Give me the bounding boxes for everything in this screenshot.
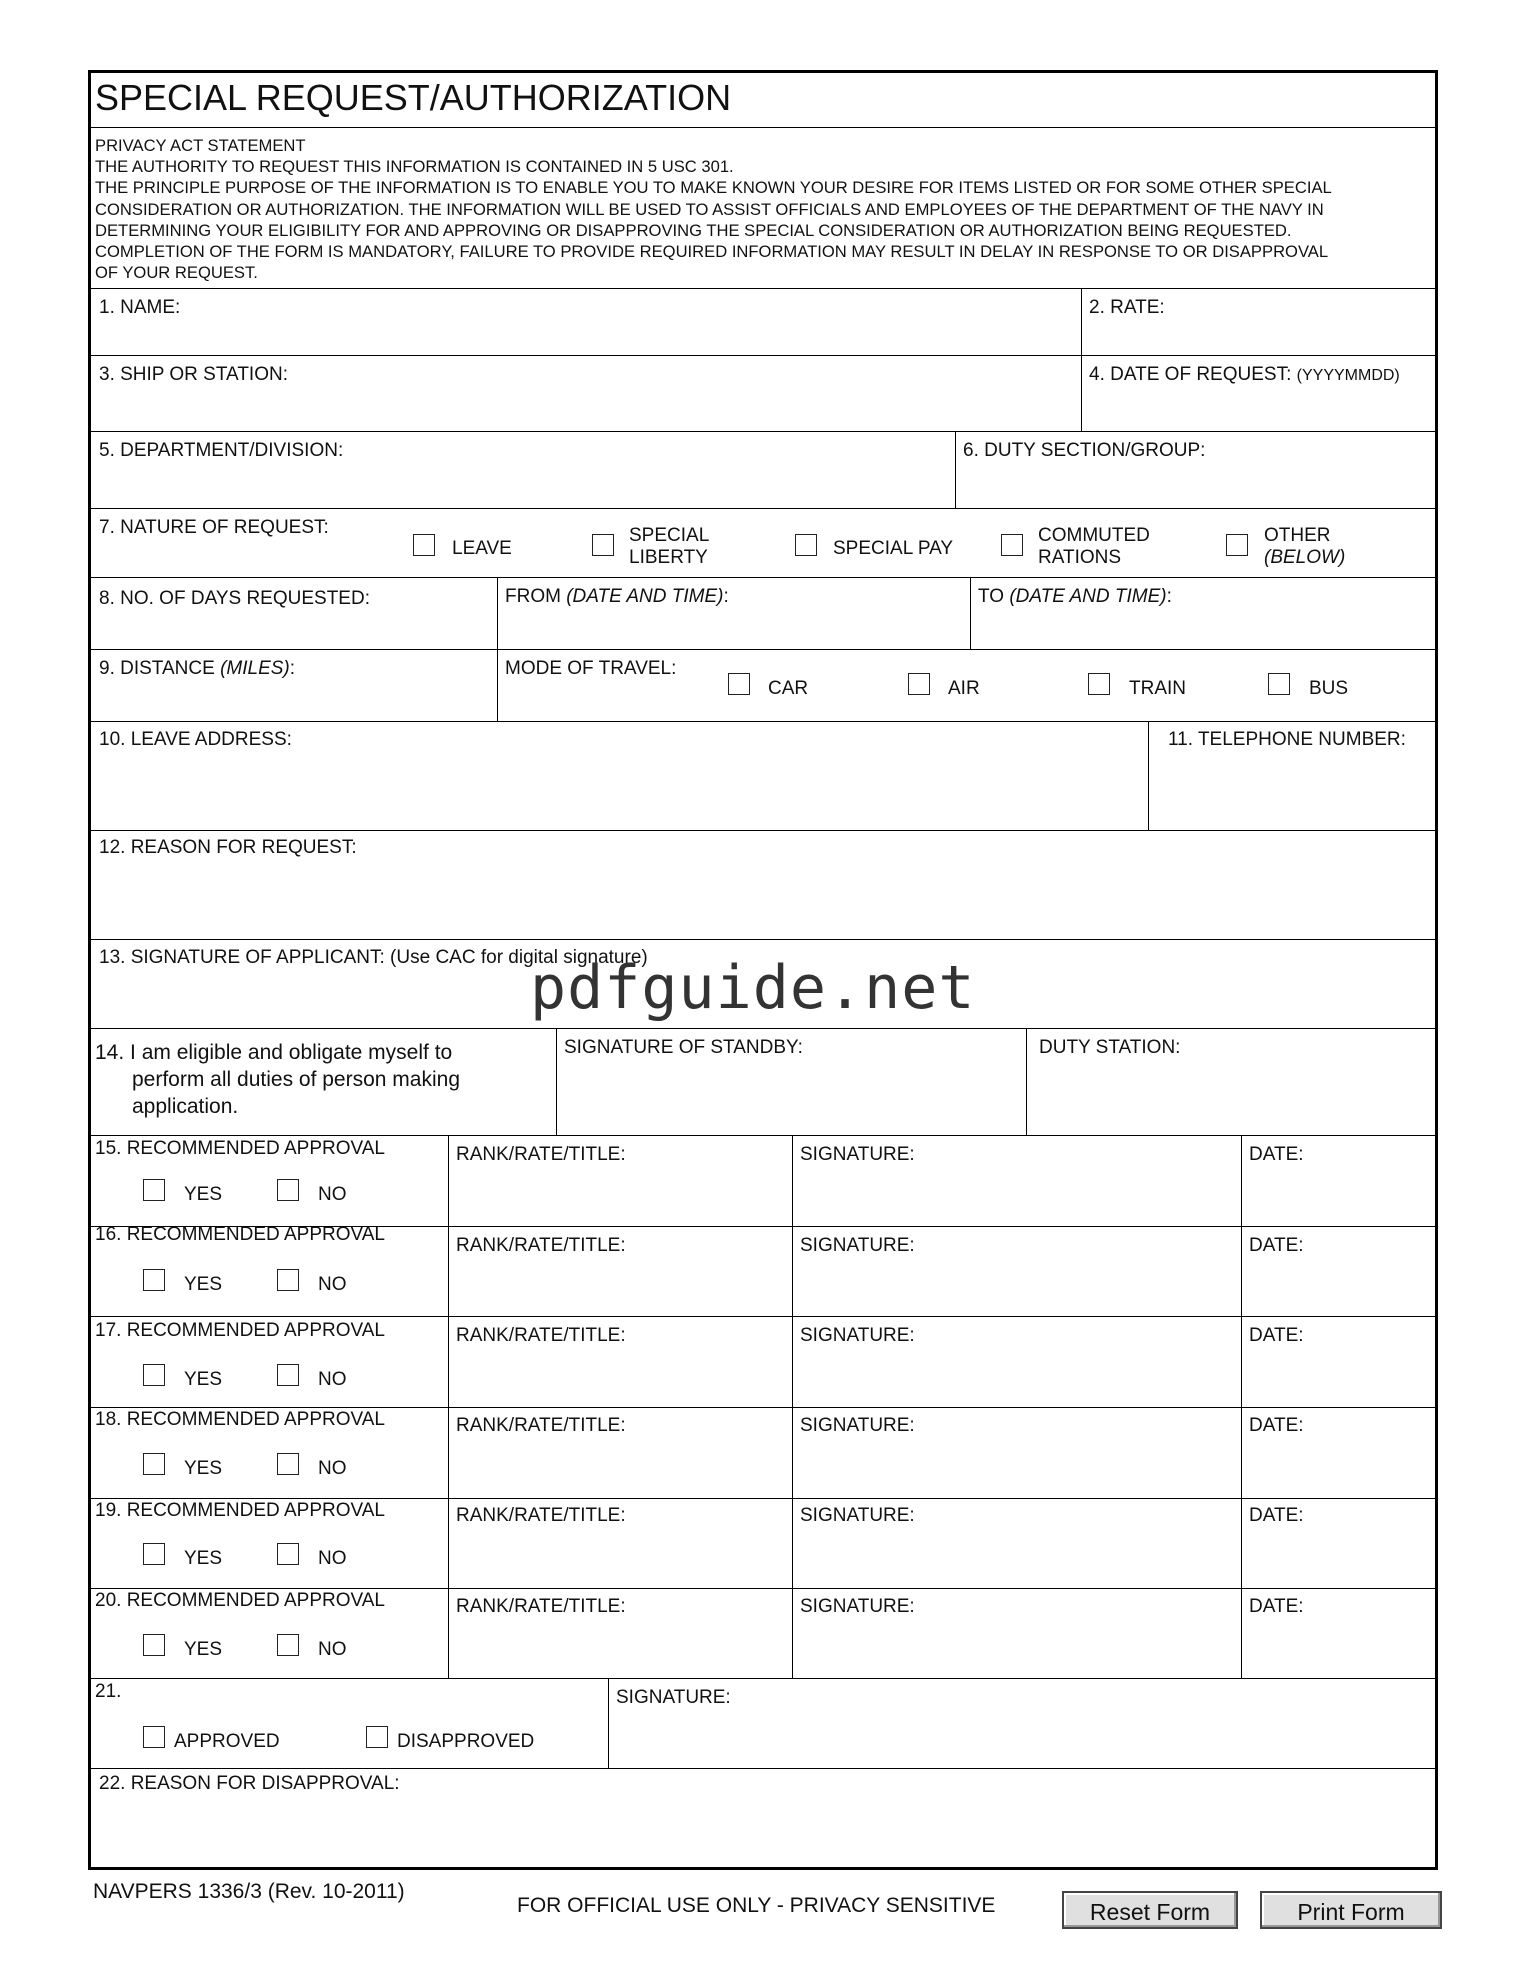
- to-label: [978, 586, 1172, 608]
- divider: [955, 431, 956, 508]
- air-option-label: AIR: [948, 678, 980, 699]
- signature-label: SIGNATURE:: [800, 1325, 915, 1346]
- commuted-line: RATIONS: [1038, 547, 1122, 568]
- disapproved-label: DISAPPROVED: [397, 1731, 535, 1752]
- standby-signature-label: SIGNATURE OF STANDBY:: [564, 1037, 803, 1058]
- approval-label: 15. RECOMMENDED APPROVAL: [95, 1138, 386, 1159]
- special-pay-checkbox[interactable]: [795, 534, 817, 556]
- no-label: NO: [318, 1369, 347, 1390]
- form-id: NAVPERS 1336/3 (Rev. 10-2011): [93, 1880, 405, 1903]
- no-label: NO: [318, 1184, 347, 1205]
- rank-label: RANK/RATE/TITLE:: [456, 1596, 626, 1617]
- yes-label: YES: [184, 1274, 223, 1295]
- disapproval-reason-label: 22. REASON FOR DISAPPROVAL:: [99, 1773, 400, 1794]
- mode-of-travel-label: MODE OF TRAVEL:: [505, 658, 677, 679]
- yes-checkbox[interactable]: [143, 1634, 165, 1656]
- statement-line: 14. I am eligible and obligate myself to: [95, 1041, 453, 1064]
- divider: [91, 830, 1435, 831]
- no-checkbox[interactable]: [277, 1364, 299, 1386]
- approval-label: 18. RECOMMENDED APPROVAL: [95, 1409, 386, 1430]
- no-label: NO: [318, 1274, 347, 1295]
- watermark: pdfguide.net: [530, 953, 976, 1023]
- privacy-line: THE AUTHORITY TO REQUEST THIS INFORMATION IS CONTAINED IN 5 USC 301.: [95, 157, 734, 177]
- signature-label: SIGNATURE:: [800, 1505, 915, 1526]
- statement-line: perform all duties of person making: [132, 1068, 460, 1091]
- other-option-label: [1264, 525, 1345, 569]
- colon: :: [289, 658, 296, 679]
- divider: [91, 577, 1435, 578]
- rank-label: RANK/RATE/TITLE:: [456, 1505, 626, 1526]
- divider: [91, 288, 1435, 289]
- no-checkbox[interactable]: [277, 1453, 299, 1475]
- divider: [608, 1678, 609, 1768]
- no-label: NO: [318, 1639, 347, 1660]
- privacy-line: DETERMINING YOUR ELIGIBILITY FOR AND APPROVING OR DISAPPROVING THE SPECIAL CONSIDERATION OR AUTHORIZATION BEING REQUESTED.: [95, 220, 1292, 240]
- divider: [91, 1768, 1435, 1769]
- distance-label: [99, 658, 295, 680]
- divider: [1148, 721, 1149, 830]
- name-label: 1. NAME:: [99, 297, 181, 318]
- department-label: 5. DEPARTMENT/DIVISION:: [99, 440, 344, 461]
- privacy-line: THE PRINCIPLE PURPOSE OF THE INFORMATION IS TO ENABLE YOU TO MAKE KNOWN YOUR DESIRE FOR ITEMS LISTED OR FOR SOME OTHER SPECIAL: [95, 178, 1332, 198]
- no-checkbox[interactable]: [277, 1179, 299, 1201]
- divider: [91, 431, 1435, 432]
- approved-label: APPROVED: [174, 1731, 280, 1752]
- approval-label: 19. RECOMMENDED APPROVAL: [95, 1500, 386, 1521]
- commuted-rations-checkbox[interactable]: [1001, 534, 1023, 556]
- divider: [970, 577, 971, 649]
- yes-checkbox[interactable]: [143, 1543, 165, 1565]
- yes-checkbox[interactable]: [143, 1364, 165, 1386]
- disapproved-checkbox[interactable]: [366, 1726, 388, 1748]
- divider: [91, 1135, 1435, 1136]
- date-label: DATE:: [1249, 1144, 1304, 1165]
- commuted-line: COMMUTED: [1038, 525, 1150, 546]
- special-liberty-checkbox[interactable]: [592, 534, 614, 556]
- leave-address-label: 10. LEAVE ADDRESS:: [99, 729, 292, 750]
- divider: [497, 577, 498, 721]
- other-checkbox[interactable]: [1226, 534, 1248, 556]
- no-label: NO: [318, 1548, 347, 1569]
- train-option-label: TRAIN: [1129, 678, 1186, 699]
- signature-label: SIGNATURE:: [800, 1415, 915, 1436]
- car-checkbox[interactable]: [728, 673, 750, 695]
- divider: [448, 1135, 449, 1678]
- colon: :: [723, 586, 729, 607]
- car-option-label: CAR: [768, 678, 809, 699]
- telephone-label: 11. TELEPHONE NUMBER:: [1168, 729, 1406, 750]
- special-pay-option-label: SPECIAL PAY: [833, 538, 954, 559]
- print-form-button[interactable]: Print Form: [1260, 1891, 1442, 1929]
- divider: [91, 1498, 1435, 1499]
- divider: [91, 1407, 1435, 1408]
- yes-checkbox[interactable]: [143, 1179, 165, 1201]
- commuted-rations-option-label: [1038, 525, 1150, 569]
- from-text: FROM: [505, 586, 561, 607]
- to-hint: (DATE AND TIME): [1009, 586, 1167, 607]
- final-decision-number: 21.: [95, 1681, 122, 1702]
- special-liberty-line: SPECIAL: [629, 525, 710, 546]
- yes-label: YES: [184, 1548, 223, 1569]
- yes-label: YES: [184, 1184, 223, 1205]
- rank-label: RANK/RATE/TITLE:: [456, 1235, 626, 1256]
- divider: [556, 1028, 557, 1135]
- divider: [91, 1588, 1435, 1589]
- divider: [1241, 1135, 1242, 1678]
- bus-option-label: BUS: [1309, 678, 1349, 699]
- signature-label: SIGNATURE:: [800, 1144, 915, 1165]
- train-checkbox[interactable]: [1088, 673, 1110, 695]
- applicant-signature-label: 13. SIGNATURE OF APPLICANT: (Use CAC for digital signature): [99, 947, 648, 968]
- divider: [91, 721, 1435, 722]
- privacy-act-statement: [95, 135, 1332, 283]
- air-checkbox[interactable]: [908, 673, 930, 695]
- privacy-line: OF YOUR REQUEST.: [95, 263, 258, 283]
- approval-label: 17. RECOMMENDED APPROVAL: [95, 1320, 386, 1341]
- divider: [91, 508, 1435, 509]
- divider: [1081, 288, 1082, 431]
- from-label: [505, 586, 729, 608]
- distance-text: 9. DISTANCE: [99, 658, 215, 679]
- approval-label: 20. RECOMMENDED APPROVAL: [95, 1590, 386, 1611]
- divider: [91, 1316, 1435, 1317]
- yes-checkbox[interactable]: [143, 1269, 165, 1291]
- special-liberty-line: LIBERTY: [629, 547, 708, 568]
- special-liberty-option-label: [629, 525, 709, 569]
- yes-label: YES: [184, 1369, 223, 1390]
- other-line: (BELOW): [1264, 547, 1346, 568]
- date-format-hint: (YYYYMMDD): [1296, 367, 1400, 384]
- rank-label: RANK/RATE/TITLE:: [456, 1144, 626, 1165]
- yes-label: YES: [184, 1458, 223, 1479]
- rank-label: RANK/RATE/TITLE:: [456, 1415, 626, 1436]
- date-of-request-text: 4. DATE OF REQUEST:: [1089, 364, 1292, 385]
- divider: [1026, 1028, 1027, 1135]
- divider: [91, 127, 1435, 128]
- reset-form-button[interactable]: Reset Form: [1062, 1891, 1238, 1929]
- date-label: DATE:: [1249, 1505, 1304, 1526]
- from-hint: (DATE AND TIME): [566, 586, 724, 607]
- no-checkbox[interactable]: [277, 1269, 299, 1291]
- rate-label: 2. RATE:: [1089, 297, 1165, 318]
- colon: :: [1166, 586, 1172, 607]
- privacy-line: CONSIDERATION OR AUTHORIZATION. THE INFORMATION WILL BE USED TO ASSIST OFFICIALS AND EMPLOYEES OF THE DEPARTMENT OF THE NAVY IN: [95, 199, 1324, 219]
- bus-checkbox[interactable]: [1268, 673, 1290, 695]
- divider: [792, 1135, 793, 1678]
- privacy-line: PRIVACY ACT STATEMENT: [95, 136, 306, 155]
- standby-statement: [95, 1039, 460, 1120]
- days-requested-label: 8. NO. OF DAYS REQUESTED:: [99, 588, 370, 609]
- official-use-notice: FOR OFFICIAL USE ONLY - PRIVACY SENSITIVE: [517, 1894, 996, 1917]
- date-label: DATE:: [1249, 1596, 1304, 1617]
- nature-label: 7. NATURE OF REQUEST:: [99, 517, 329, 538]
- no-checkbox[interactable]: [277, 1543, 299, 1565]
- rank-label: RANK/RATE/TITLE:: [456, 1325, 626, 1346]
- leave-checkbox[interactable]: [413, 534, 435, 556]
- other-line: OTHER: [1264, 525, 1331, 546]
- approved-checkbox[interactable]: [143, 1726, 165, 1748]
- no-checkbox[interactable]: [277, 1634, 299, 1656]
- duty-section-label: 6. DUTY SECTION/GROUP:: [963, 440, 1206, 461]
- final-signature-label: SIGNATURE:: [616, 1687, 731, 1708]
- yes-checkbox[interactable]: [143, 1453, 165, 1475]
- approval-label: 16. RECOMMENDED APPROVAL: [95, 1224, 386, 1245]
- reason-label: 12. REASON FOR REQUEST:: [99, 837, 357, 858]
- ship-label: 3. SHIP OR STATION:: [99, 364, 288, 385]
- signature-label: SIGNATURE:: [800, 1235, 915, 1256]
- duty-station-label: DUTY STATION:: [1039, 1037, 1181, 1058]
- no-label: NO: [318, 1458, 347, 1479]
- form-title: SPECIAL REQUEST/AUTHORIZATION: [95, 77, 732, 118]
- privacy-line: COMPLETION OF THE FORM IS MANDATORY, FAILURE TO PROVIDE REQUIRED INFORMATION MAY RESULT IN DELAY IN RESPONSE TO OR DISAPPROVAL: [95, 242, 1329, 262]
- divider: [91, 649, 1435, 650]
- to-text: TO: [978, 586, 1005, 607]
- date-label: DATE:: [1249, 1235, 1304, 1256]
- divider: [91, 1678, 1435, 1679]
- date-label: DATE:: [1249, 1415, 1304, 1436]
- divider: [91, 1028, 1435, 1029]
- distance-hint: (MILES): [220, 658, 290, 679]
- divider: [91, 939, 1435, 940]
- date-label: DATE:: [1249, 1325, 1304, 1346]
- date-of-request-label: [1089, 364, 1400, 386]
- statement-line: application.: [132, 1095, 239, 1118]
- divider: [91, 355, 1435, 356]
- leave-option-label: LEAVE: [452, 538, 512, 559]
- yes-label: YES: [184, 1639, 223, 1660]
- signature-label: SIGNATURE:: [800, 1596, 915, 1617]
